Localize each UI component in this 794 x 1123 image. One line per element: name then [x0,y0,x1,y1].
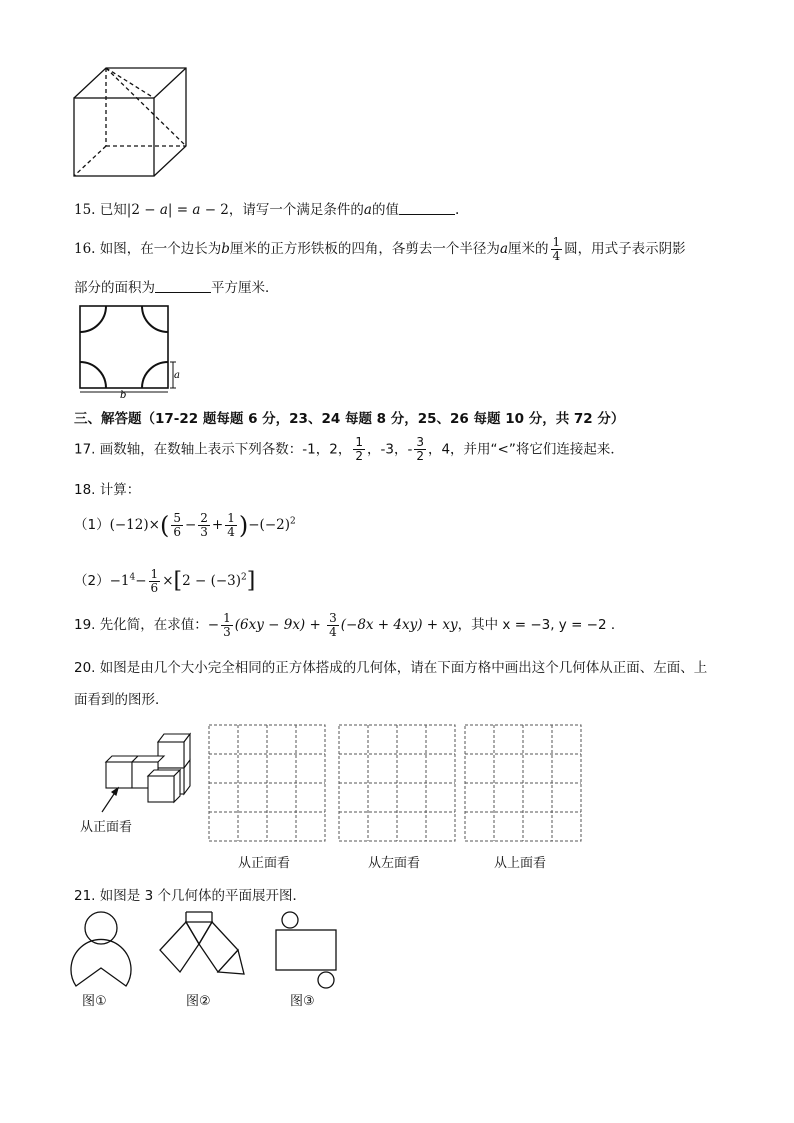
question-18-part2: $(2)-1^4-$ $\frac{1}{6}$ $\times[2 - (-3)^2]$ [74,567,256,595]
square-with-quarter-circles [74,302,186,398]
question-16-line2: 部分的面积为 平方厘米． [74,280,279,296]
answer-blank[interactable] [155,280,211,293]
question-15: 15. 已知|2 − a| = a − 2，请写一个满足条件的a的值 . [74,202,460,218]
question-20: 20. 如图是由几个大小完全相同的正方体搭成的几何体，请在下面方格中画出这个几何体从正面、左面、上 [74,660,708,676]
caption-fig3: 图③ [290,994,315,1009]
question-17: 17. 画数轴，在数轴上表示下列各数：-1，2， $\frac{1}{2}$ ，-3，- $\frac{3}{2}$ ，4，并用“<”将它们连接起来． [74,435,624,463]
front-view-arrow-label: 从正面看 [80,820,133,835]
label-b: b [120,390,127,398]
caption-fig1: 图① [82,994,107,1009]
question-18: 18. 计算： [74,482,141,498]
caption-left-view: 从左面看 [368,856,421,871]
grid-top-view[interactable] [464,724,582,842]
grid-left-view[interactable] [338,724,456,842]
question-16: 16. 如图，在一个边长为b厘米的正方形铁板的四角，各剪去一个半径为a厘米的 $\frac{1}{4}$ 圆，用式子表示阴影 [74,235,686,263]
question-21: 21. 如图是 3 个几何体的平面展开图． [74,888,306,904]
caption-top-view: 从上面看 [494,856,547,871]
cube-figure [70,62,194,182]
caption-fig2: 图② [186,994,211,1009]
caption-front-view: 从正面看 [238,856,291,871]
label-a: a [174,370,180,381]
net-figure-2-prism [156,910,246,984]
net-figure-3-cylinder [272,910,344,990]
cube-stack-figure [100,730,200,822]
grid-front-view[interactable] [208,724,326,842]
question-18-part1: （1）(−12)×( $\frac{5}{6}$ − $\frac{2}{3}$ + $\frac{1}{4}$ )$-(-2)^2$ [74,511,296,540]
question-19: 19. 先化简，在求值：− $\frac{1}{3}$ (6xy − 9x) + $\frac{3}{4}$ (−8x + 4xy) + xy，其中 x = −3, y = −2 ． [74,611,625,639]
section-3-title: 三、解答题（17-22 题每题 6 分，23、24 每题 8 分，25、26 每题 10 分，共 72 分） [74,411,625,427]
question-20-line2: 面看到的图形． [74,692,169,708]
net-figure-1-cone [68,910,134,990]
answer-blank[interactable] [399,202,455,215]
